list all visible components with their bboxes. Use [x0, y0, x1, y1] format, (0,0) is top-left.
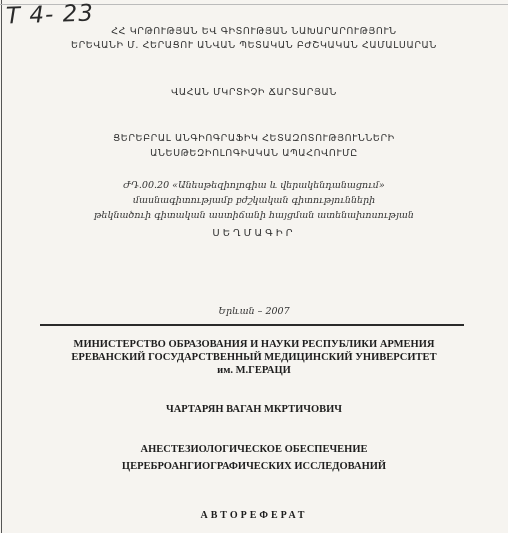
armenian-ministry: ՀՀ ԿՐԹՈՒԹՅԱՆ ԵՎ ԳԻՏՈՒԹՅԱՆ ՆԱԽԱՐԱՐՈՒԹՅՈՒՆ: [111, 26, 397, 37]
armenian-specialty: ԺԴ.00.20 «Անեսթեզիոլոգիա և վերակենդանացում»: [123, 180, 385, 191]
armenian-degree-line1: մասնագիտությամբ բժշկական գիտությունների: [132, 195, 376, 206]
section-divider: [40, 324, 464, 326]
city-year: Երևան – 2007: [218, 306, 290, 317]
russian-title-line2: ЦЕРЕБРОАНГИОГРАФИЧЕСКИХ ИССЛЕДОВАНИЙ: [121, 461, 387, 472]
armenian-university: ԵՐԵՎԱՆԻ Մ. ՀԵՐԱՑՈՒ ԱՆՎԱՆ ՊԵՏԱԿԱՆ ԲԺՇԿԱԿԱՆ ՀԱՄԱԼՍԱՐԱՆ: [71, 40, 437, 51]
russian-ministry-line1: МИНИСТЕРСТВО ОБРАЗОВАНИЯ И НАУКИ РЕСПУБЛИКИ АРМЕНИЯ: [73, 339, 435, 350]
armenian-abstract-label: ՍԵՂՄԱԳԻՐ: [212, 228, 296, 239]
russian-ministry-line2: ЕРЕВАНСКИЙ ГОСУДАРСТВЕННЫЙ МЕДИЦИНСКИЙ УНИВЕРСИТЕТ: [71, 352, 437, 363]
russian-ministry-line3: им. М.ГЕРАЦИ: [217, 365, 291, 376]
handwritten-note: Т 4- 23: [5, 0, 95, 30]
armenian-title-line1: ՑԵՐԵԲՐԱԼ ԱՆԳԻՈԳՐԱՖԻԿ ՀԵՏԱԶՈՏՈՒԹՅՈՒՆՆԵՐԻ: [113, 133, 395, 144]
russian-title-line1: АНЕСТЕЗИОЛОГИЧЕСКОЕ ОБЕСПЕЧЕНИЕ: [140, 444, 368, 455]
armenian-degree-line2: թեկնածուի գիտական աստիճանի հայցման ատենախոսության: [94, 210, 414, 221]
russian-author: ЧАРТАРЯН ВАГАН МКРТИЧОВИЧ: [166, 404, 342, 415]
armenian-author: ՎԱՀԱՆ ՄԿՐՏԻՉԻ ՃԱՐՏԱՐՅԱՆ: [171, 87, 337, 98]
russian-abstract-label: АВТОРЕФЕРАТ: [200, 510, 308, 521]
armenian-title-line2: ԱՆԵՍԹԵԶԻՈԼՈԳԻԱԿԱՆ ԱՊԱՀՈՎՈՒՄԸ: [150, 148, 358, 159]
